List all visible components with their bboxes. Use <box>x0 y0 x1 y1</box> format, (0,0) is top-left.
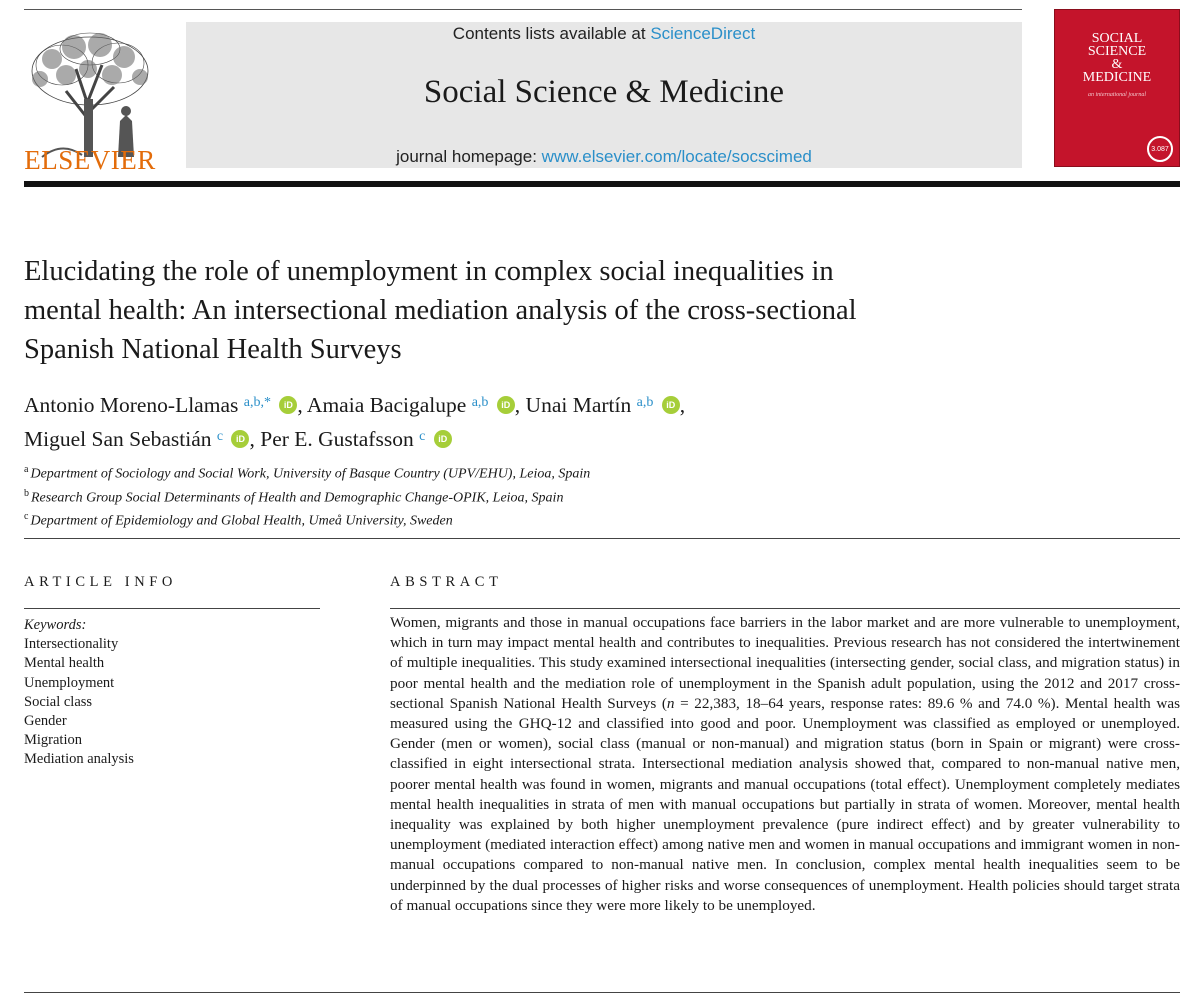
affiliations <box>24 460 924 531</box>
author-affiliation-link[interactable]: a,b <box>471 395 489 410</box>
affiliation: $^a$ Department of Sociology and Social Work, University of Basque Country (UPV/EHU), Leioa, Spain <box>24 464 591 482</box>
impact-factor-badge: 3.087 <box>1147 136 1173 162</box>
author: Per E. Gustafsson $^c$ iD <box>260 427 451 451</box>
top-rule <box>24 9 1022 10</box>
orcid-icon[interactable]: iD <box>434 430 452 448</box>
keyword: Unemployment <box>24 674 115 691</box>
author-affiliation-link[interactable]: a,b <box>636 395 654 410</box>
orcid-icon[interactable]: iD <box>279 396 297 414</box>
orcid-icon[interactable]: iD <box>662 396 680 414</box>
journal-homepage-link[interactable]: www.elsevier.com/locate/socscimed <box>541 147 812 166</box>
header-divider <box>24 181 1180 187</box>
abstract-text: Women, migrants and those in manual occupations face barriers in the labor market and are more vulnerable to unemployment, which in turn may impact mental health and contributes to inequalities. Previous research has not considered the intertwinement of multiple inequalities. This study examined intersectional inequalities (intersecting gender, social class, and migration status) in poor mental health and the mediation role of unemployment in the Spanish adult population, using the 2012 and 2017 cross-sectional Spanish National Health Surveys (n = 22,383, 18–64 years, response rates: 89.6 % and 74.0 %). Mental health was measured using the GHQ-12 and classified into good and poor. Unemployment was classified as employed or unemployed. Gender (men or women), social class (manual or non-manual) and migration status (born in Spain or migrant) were cross-classified in eight intersectional strata. Intersectional mediation analysis showed that, compared to non-manual native men, poorer mental health was found in women, migrants and manual occupations (total effect). Unemployment completely mediates mental health inequalities in strata of men with manual occupations but partially in strata of women. Moreover, mental health inequality was explained by both higher unemployment prevalence (pure indirect effect) and by greater vulnerability to unemployment (mediated interaction effect) among native men and women in manual occupations and immigrant women in non-manual occupations compared to non-manual native men. In conclusion, complex mental health inequalities seem to be underpinned by the dual processes of higher risks and worse consequences of unemployment. Health policies should target strata of manual occupations since they were more likely to be unemployed. <box>390 614 1180 914</box>
cover-subtitle: an international journal <box>1087 92 1146 98</box>
contents-line: Contents lists available at ScienceDirect <box>452 24 756 43</box>
article-title: Elucidating the role of unemployment in complex social inequalities in mental health: An intersectional mediation analysis of the cross-sectional Spanish National Health Surveys <box>24 256 857 365</box>
homepage-line: journal homepage: www.elsevier.com/locate/socscimed <box>396 147 812 166</box>
keyword: Social class <box>24 693 93 710</box>
keywords-label: Keywords: <box>24 617 87 633</box>
keywords-block <box>24 616 314 770</box>
author: Antonio Moreno-Llamas $^{a,b,*}$ iD , <box>24 393 303 417</box>
article-info-heading: ARTICLE INFO <box>24 574 178 590</box>
keyword: Migration <box>24 732 82 749</box>
abstract-heading: ABSTRACT <box>390 574 503 590</box>
bottom-rule <box>24 992 1180 993</box>
orcid-icon[interactable]: iD <box>497 396 515 414</box>
keyword: Intersectionality <box>24 636 119 653</box>
cover-title: SOCIAL SCIENCE & MEDICINE <box>1082 31 1152 85</box>
author: Unai Martín $^{a,b}$ iD , <box>525 393 686 417</box>
section-divider <box>24 538 1180 539</box>
author: Miguel San Sebastián $^c$ iD , <box>24 427 255 451</box>
author: Amaia Bacigalupe $^{a,b}$ iD , <box>306 393 521 417</box>
journal-cover <box>1054 9 1180 167</box>
keyword: Mediation analysis <box>24 751 134 768</box>
abstract-rule <box>390 608 1180 609</box>
sciencedirect-link[interactable]: ScienceDirect <box>650 24 756 43</box>
article-info-rule <box>24 608 320 609</box>
affiliation: $^b$ Research Group Social Determinants of Health and Demographic Change-OPIK, Leioa, Spain <box>24 487 564 506</box>
author-list <box>24 388 1124 456</box>
journal-name: Social Science & Medicine <box>423 74 785 110</box>
keyword: Mental health <box>24 655 105 672</box>
author-affiliation-link[interactable]: c <box>419 429 426 444</box>
keyword: Gender <box>24 713 67 730</box>
author-affiliation-link[interactable]: c <box>216 429 224 444</box>
author-affiliation-link[interactable]: a,b,* <box>243 395 271 410</box>
publisher-logo-text: ELSEVIER <box>24 145 156 175</box>
affiliation: $^c$ Department of Epidemiology and Global Health, Umeå University, Sweden <box>24 511 453 529</box>
journal-banner <box>186 22 1022 168</box>
orcid-icon[interactable]: iD <box>231 430 249 448</box>
